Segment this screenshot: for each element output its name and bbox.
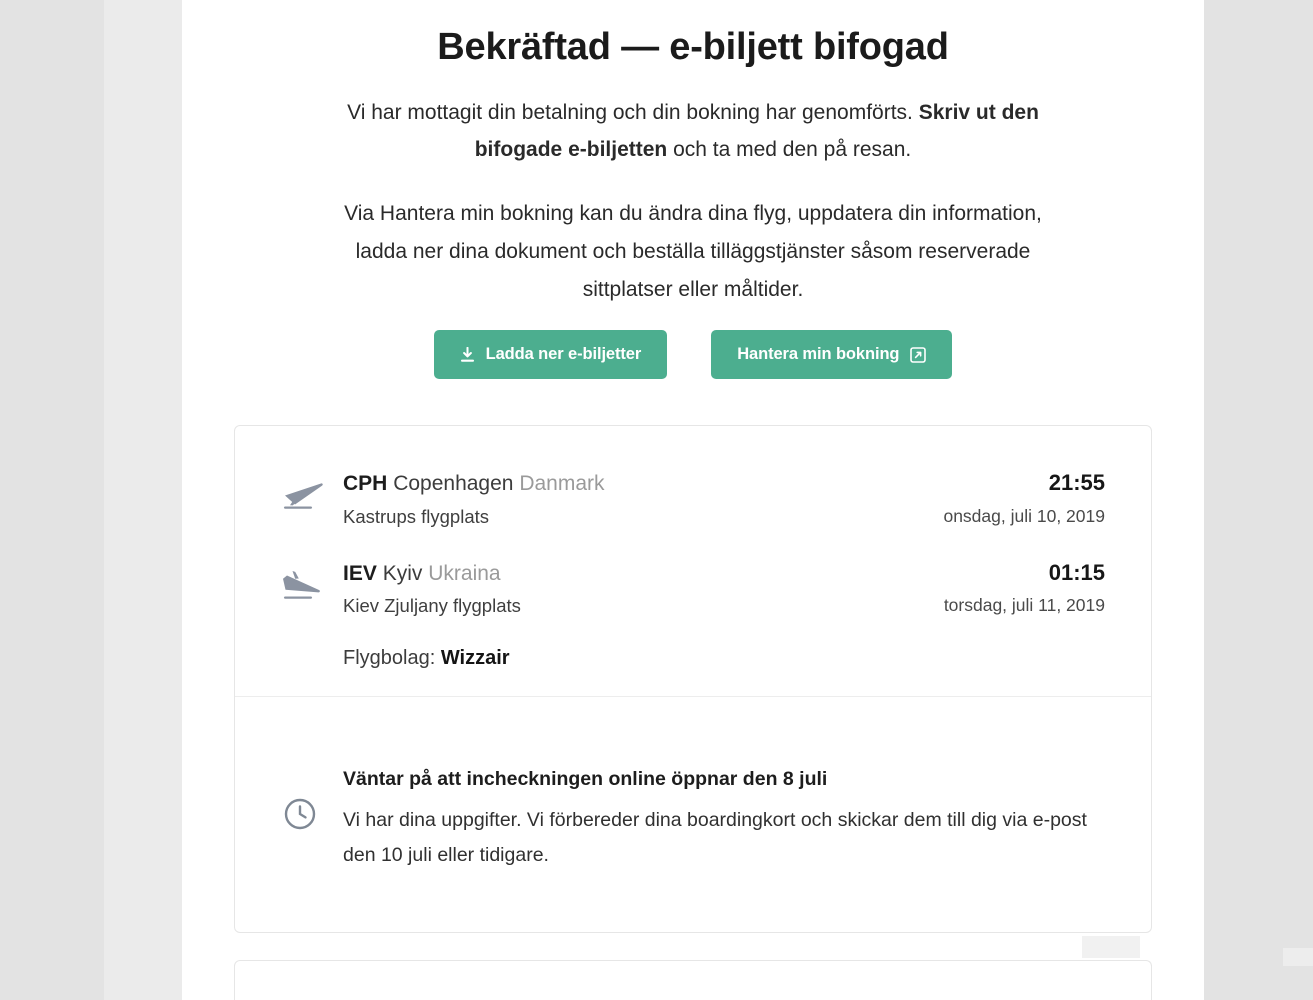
departure-info bbox=[343, 470, 895, 527]
departure-airport-code: CPH bbox=[343, 472, 388, 496]
checkin-status-section bbox=[235, 696, 1151, 932]
lead-text-end: och ta med den på resan. bbox=[667, 138, 912, 162]
departure-time: 21:55 bbox=[1048, 470, 1105, 496]
action-button-row bbox=[182, 330, 1204, 379]
manage-booking-button[interactable] bbox=[711, 330, 952, 379]
email-body-sheet bbox=[182, 0, 1204, 1000]
download-etickets-label: Ladda ner e-biljetter bbox=[485, 345, 642, 364]
lead-text-emphasis: Skriv ut den bifogade e-biljetten bbox=[474, 100, 1039, 162]
confirmation-lead bbox=[343, 94, 1043, 170]
carrier-name: Wizzair bbox=[440, 647, 510, 670]
carrier-label: Flygbolag: bbox=[343, 647, 441, 670]
departure-schedule bbox=[895, 470, 1105, 526]
arrival-city-name: Kyiv bbox=[382, 561, 423, 585]
scroll-edge-marker bbox=[1283, 948, 1313, 966]
arrival-info bbox=[343, 560, 895, 617]
arrival-airport-name: Kiev Zjuljany flygplats bbox=[343, 595, 521, 617]
flight-leg-departure bbox=[235, 470, 1151, 527]
next-card-top-edge bbox=[234, 960, 1152, 1000]
checkin-status-title: Väntar på att incheckningen online öppnar den 8 juli bbox=[343, 768, 828, 791]
arrival-city-line bbox=[343, 560, 895, 588]
checkin-status bbox=[235, 741, 1151, 906]
departure-country: Danmark bbox=[519, 472, 605, 496]
page-title: Bekräftad — e-biljett bifogad bbox=[437, 26, 949, 68]
page-background-left bbox=[0, 0, 104, 1000]
manage-booking-label: Hantera min bokning bbox=[737, 345, 900, 364]
flight-leg-arrival bbox=[235, 560, 1151, 617]
arrival-airport-code: IEV bbox=[343, 561, 377, 585]
departure-date: onsdag, juli 10, 2019 bbox=[943, 505, 1105, 526]
arrival-time: 01:15 bbox=[1048, 559, 1105, 585]
checkin-status-body bbox=[343, 765, 1105, 872]
checkin-status-text: Vi har dina uppgifter. Vi förbereder dina boardingkort och skickar dem till dig via e-post den 10 juli eller tidigare. bbox=[343, 809, 1087, 866]
airplane-takeoff-icon bbox=[281, 470, 343, 515]
clock-icon bbox=[281, 765, 343, 838]
arrival-schedule bbox=[895, 560, 1105, 616]
external-link-icon bbox=[910, 347, 926, 363]
email-content bbox=[182, 0, 1204, 1000]
itinerary-card bbox=[234, 425, 1152, 932]
arrival-country: Ukraina bbox=[428, 561, 501, 585]
carrier-line bbox=[343, 647, 1151, 670]
page-background-right bbox=[1204, 0, 1313, 1000]
manage-booking-paragraph: Via Hantera min bokning kan du ändra dina flyg, uppdatera din information, ladda ner dina dokument och beställa tilläggstjänster såsom reserverade sittplatser eller måltider. bbox=[344, 202, 1042, 301]
download-icon bbox=[460, 347, 475, 363]
airplane-landing-icon bbox=[281, 560, 343, 605]
watermark-block bbox=[1082, 936, 1140, 958]
page-gutter-left bbox=[104, 0, 182, 1000]
flight-details-section bbox=[235, 426, 1151, 696]
lead-text-start: Vi har mottagit din betalning och din bokning har genomförts. bbox=[347, 100, 919, 124]
departure-airport-name: Kastrups flygplats bbox=[343, 505, 490, 527]
departure-city-line bbox=[343, 470, 895, 498]
departure-city-name: Copenhagen bbox=[393, 472, 514, 496]
download-etickets-button[interactable] bbox=[434, 330, 668, 379]
arrival-date: torsdag, juli 11, 2019 bbox=[943, 595, 1105, 616]
